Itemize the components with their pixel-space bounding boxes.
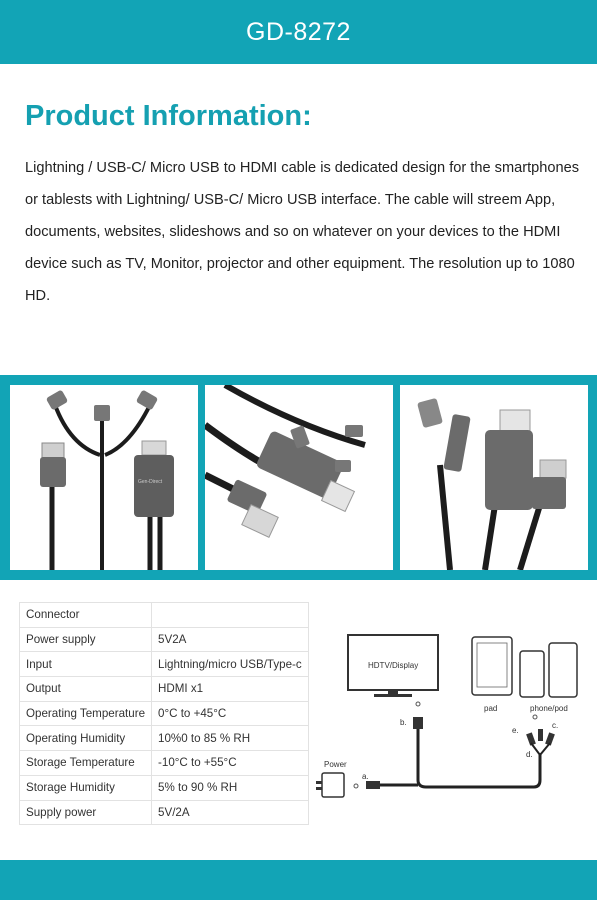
power-adapter-icon: [322, 773, 344, 797]
spec-value: 5V/2A: [152, 800, 309, 825]
power-label: Power: [324, 760, 347, 769]
product-description: Lightning / USB-C/ Micro USB to HDMI cable is dedicated design for the smartphones or tablests with Lightning/ USB-C/ Micro USB interface. The cable will streem App, documents, websites, slideshows and so on whatever on your devices to the HDMI device such as TV, Monitor, projector and other equipment. The resolution up to 1080 HD.: [25, 160, 580, 304]
spec-label: Connector: [20, 603, 152, 628]
pad-label: pad: [484, 704, 498, 713]
spec-label: Input: [20, 652, 152, 677]
table-row: [20, 751, 309, 776]
marker-c: c.: [552, 721, 559, 730]
header-bar: [0, 0, 597, 64]
table-row: [20, 726, 309, 751]
phone-label: phone/pod: [530, 704, 568, 713]
spec-value: 0°C to +45°C: [152, 701, 309, 726]
connection-diagram: [312, 625, 587, 805]
spec-value: 5V2A: [152, 627, 309, 652]
marker-d: d.: [526, 750, 533, 759]
spec-label: Operating Temperature: [20, 701, 152, 726]
connection-diagram-svg: [312, 625, 587, 805]
photo-brand-text: Gen-Direct: [138, 479, 163, 485]
phone-large-icon: [549, 643, 577, 697]
table-row: [20, 677, 309, 702]
product-photo-front: [10, 385, 198, 570]
spec-label: Operating Humidity: [20, 726, 152, 751]
spec-value: Lightning/micro USB/Type-c: [152, 652, 309, 677]
section-title: Product Information:: [25, 100, 312, 132]
cable-photo-1: [10, 385, 198, 570]
cable-photo-2: [205, 385, 393, 570]
table-row: [20, 701, 309, 726]
spec-table: [19, 602, 309, 825]
product-photo-closeup: [205, 385, 393, 570]
table-row: [20, 652, 309, 677]
tablet-icon: [472, 637, 512, 695]
product-model-title: GD-8272: [246, 17, 351, 46]
spec-label: Storage Humidity: [20, 775, 152, 800]
marker-a: a.: [362, 772, 369, 781]
spec-label: Power supply: [20, 627, 152, 652]
cable-photo-3: [400, 385, 588, 570]
table-row: [20, 800, 309, 825]
product-photo-angle: [400, 385, 588, 570]
spec-value: 5% to 90 % RH: [152, 775, 309, 800]
phone-icon: [520, 651, 544, 697]
footer-bar: [0, 860, 597, 900]
tv-label: HDTV/Display: [368, 661, 419, 670]
spec-label: Storage Temperature: [20, 751, 152, 776]
spec-value: -10°C to +55°C: [152, 751, 309, 776]
table-row: [20, 627, 309, 652]
table-row: [20, 603, 309, 628]
table-row: [20, 775, 309, 800]
spec-label: Output: [20, 677, 152, 702]
spec-label: Supply power: [20, 800, 152, 825]
spec-value: HDMI x1: [152, 677, 309, 702]
marker-e: e.: [512, 726, 519, 735]
spec-value: [152, 603, 309, 628]
spec-value: 10%0 to 85 % RH: [152, 726, 309, 751]
marker-b: b.: [400, 718, 407, 727]
